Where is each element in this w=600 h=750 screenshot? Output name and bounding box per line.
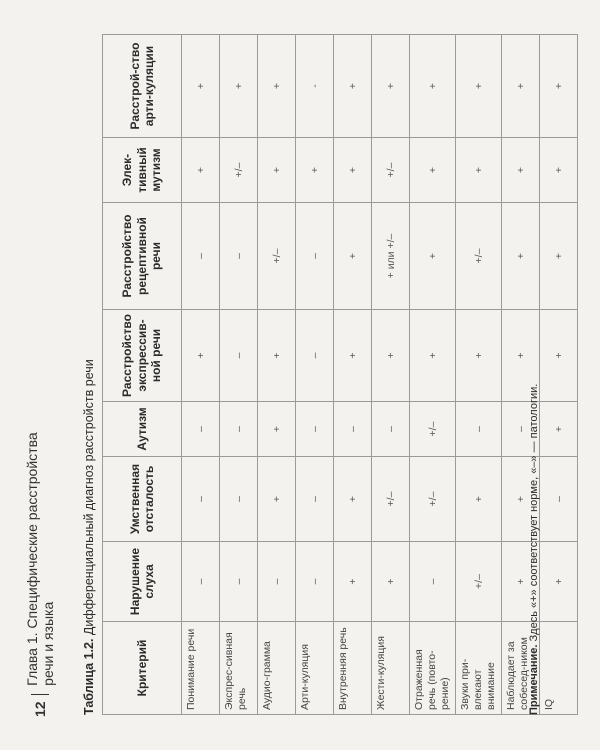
value-cell: – — [220, 542, 258, 622]
chapter-title: Глава 1. Специфические расстройства речи и языка — [24, 432, 56, 686]
value-cell: - — [296, 35, 334, 138]
value-cell: – — [220, 457, 258, 542]
table-row — [182, 35, 220, 715]
table-row — [258, 35, 296, 715]
footer-divider — [31, 694, 49, 696]
value-cell: + — [410, 203, 456, 310]
page-number: 12 — [32, 701, 48, 717]
value-cell: + — [334, 138, 372, 203]
value-cell: + — [456, 310, 502, 402]
value-cell: + — [182, 310, 220, 402]
value-cell: + — [372, 310, 410, 402]
table-row — [296, 35, 334, 715]
value-cell: + или +/– — [372, 203, 410, 310]
table-row — [540, 35, 578, 715]
criterion-cell: Аудио-грамма — [258, 622, 296, 715]
value-cell: – — [502, 402, 540, 457]
value-cell: +/– — [372, 138, 410, 203]
table-row — [456, 35, 502, 715]
value-cell: – — [334, 402, 372, 457]
value-cell: – — [220, 310, 258, 402]
value-cell: + — [456, 138, 502, 203]
criterion-cell: Арти-куляция — [296, 622, 334, 715]
header-expressive: Расстройство экспрессив-ной речи — [103, 310, 182, 402]
value-cell: – — [182, 542, 220, 622]
criterion-cell: Жести-куляция — [372, 622, 410, 715]
header-row — [103, 35, 182, 715]
header-intellectual: Умственная отсталость — [103, 457, 182, 542]
criterion-cell: Экспрес-сивная речь — [220, 622, 258, 715]
value-cell: – — [220, 203, 258, 310]
value-cell: – — [220, 402, 258, 457]
value-cell: + — [334, 310, 372, 402]
value-cell: + — [182, 35, 220, 138]
criterion-cell: Наблюдает за собесед-ником — [502, 622, 540, 715]
value-cell: + — [540, 35, 578, 138]
value-cell: + — [540, 203, 578, 310]
criterion-cell: IQ — [540, 622, 578, 715]
criterion-cell: Звуки при-влекают внимание — [456, 622, 502, 715]
value-cell: + — [258, 402, 296, 457]
table-row — [372, 35, 410, 715]
value-cell: +/– — [220, 138, 258, 203]
value-cell: + — [258, 457, 296, 542]
value-cell: + — [456, 457, 502, 542]
value-cell: + — [502, 35, 540, 138]
note-text: Здесь «+» соответствует норме, «–» — патологии. — [528, 383, 540, 645]
page-footer — [24, 417, 56, 717]
value-cell: – — [258, 542, 296, 622]
criterion-cell: Понимание речи — [182, 622, 220, 715]
value-cell: – — [296, 310, 334, 402]
value-cell: +/– — [456, 542, 502, 622]
header-receptive: Расстройство рецептивной речи — [103, 203, 182, 310]
value-cell: + — [456, 35, 502, 138]
criterion-cell: Внутренняя речь — [334, 622, 372, 715]
value-cell: +/– — [410, 402, 456, 457]
value-cell: + — [502, 457, 540, 542]
value-cell: + — [220, 35, 258, 138]
value-cell: – — [182, 402, 220, 457]
value-cell: + — [258, 138, 296, 203]
value-cell: +/– — [456, 203, 502, 310]
value-cell: – — [296, 542, 334, 622]
header-hearing: Нарушение слуха — [103, 542, 182, 622]
table-note — [528, 384, 540, 715]
value-cell: + — [334, 35, 372, 138]
diagnosis-table — [102, 34, 578, 715]
header-articulation: Расстрой-ство арти-куляции — [103, 35, 182, 138]
value-cell: – — [540, 457, 578, 542]
value-cell: + — [540, 542, 578, 622]
value-cell: + — [296, 138, 334, 203]
value-cell: – — [410, 542, 456, 622]
caption-label: Таблица 1.2. — [82, 638, 96, 715]
value-cell: – — [182, 203, 220, 310]
header-criterion: Критерий — [103, 622, 182, 715]
value-cell: + — [258, 310, 296, 402]
value-cell: – — [296, 457, 334, 542]
value-cell: +/– — [258, 203, 296, 310]
value-cell: + — [334, 542, 372, 622]
value-cell: + — [334, 457, 372, 542]
value-cell: – — [456, 402, 502, 457]
value-cell: + — [410, 35, 456, 138]
caption-text: Дифференциальный диагноз расстройств речи — [82, 359, 96, 639]
value-cell: + — [334, 203, 372, 310]
value-cell: – — [296, 203, 334, 310]
table-row — [220, 35, 258, 715]
header-autism: Аутизм — [103, 402, 182, 457]
value-cell: + — [540, 402, 578, 457]
criterion-cell: Отраженная речь (повто-рение) — [410, 622, 456, 715]
table-caption — [82, 359, 96, 715]
table-row — [410, 35, 456, 715]
value-cell: + — [410, 138, 456, 203]
value-cell: – — [296, 402, 334, 457]
value-cell: + — [258, 35, 296, 138]
value-cell: + — [502, 310, 540, 402]
table-row — [334, 35, 372, 715]
value-cell: +/– — [410, 457, 456, 542]
value-cell: – — [372, 402, 410, 457]
value-cell: + — [372, 542, 410, 622]
value-cell: + — [372, 35, 410, 138]
value-cell: + — [502, 203, 540, 310]
note-label: Примечание. — [528, 644, 540, 715]
value-cell: +/– — [372, 457, 410, 542]
header-mutism: Элек-тивный мутизм — [103, 138, 182, 203]
value-cell: + — [540, 310, 578, 402]
value-cell: + — [182, 138, 220, 203]
value-cell: + — [540, 138, 578, 203]
value-cell: – — [182, 457, 220, 542]
value-cell: + — [502, 542, 540, 622]
value-cell: + — [502, 138, 540, 203]
value-cell: + — [410, 310, 456, 402]
